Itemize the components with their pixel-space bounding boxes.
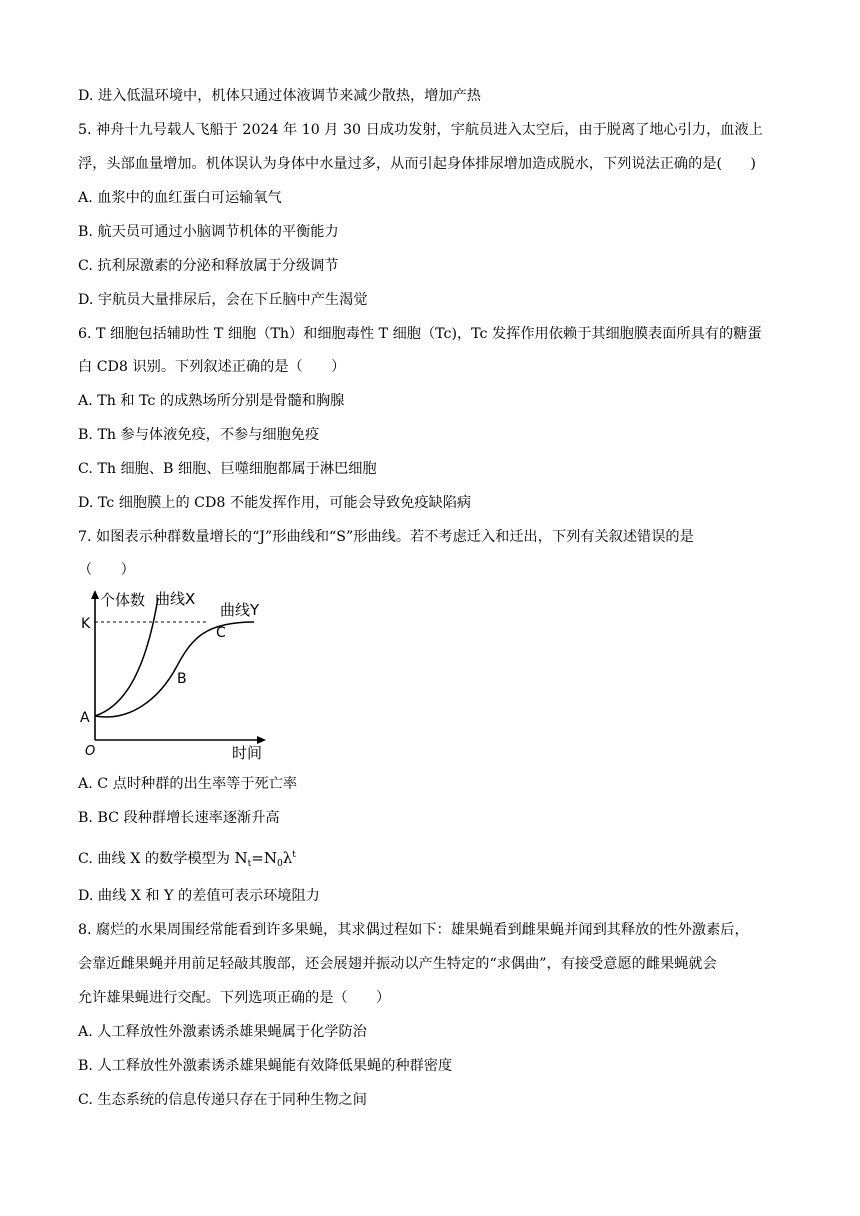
population-growth-figure bbox=[74, 588, 274, 760]
q6-option-b: B. Th 参与体液免疫，不参与细胞免疫 bbox=[78, 427, 320, 443]
q7-stem-line2: （ ） bbox=[78, 562, 135, 578]
q8-stem-line3: 允许雄果蝇进行交配。下列选项正确的是（ ） bbox=[78, 990, 391, 1006]
x-axis-label: 时间 bbox=[232, 744, 263, 760]
math-formula: $N_t=N_0\lambda^t$ bbox=[234, 849, 296, 869]
q7-option-d: D. 曲线 X 和 Y 的差值可表示环境阻力 bbox=[78, 888, 320, 904]
q8-stem-line1: 8. 腐烂的水果周围经常能看到许多果蝇，其求偶过程如下：雄果蝇看到雌果蝇并闻到其释放的性外激素后， bbox=[78, 922, 749, 938]
y-axis-label: 个体数 bbox=[100, 591, 146, 609]
curve-y bbox=[95, 622, 254, 717]
q5-option-c: C. 抗利尿激素的分泌和释放属于分级调节 bbox=[78, 258, 339, 274]
origin-label: O bbox=[85, 744, 96, 759]
q8-option-c: C. 生态系统的信息传递只存在于同种生物之间 bbox=[78, 1092, 367, 1108]
q7-option-b: B. BC 段种群增长速率逐渐升高 bbox=[78, 810, 280, 826]
q7-option-c bbox=[78, 846, 296, 873]
point-a-label: A bbox=[80, 710, 90, 726]
q6-stem-line2: 白 CD8 识别。下列叙述正确的是（ ） bbox=[78, 359, 346, 375]
q6-stem-line1: 6. T 细胞包括辅助性 T 细胞（Th）和细胞毒性 T 细胞（Tc)，Tc 发挥作用依赖于其细胞膜表面所具有的糖蛋 bbox=[78, 326, 762, 342]
q7-stem-line1: 7. 如图表示种群数量增长的“J”形曲线和“S”形曲线。若不考虑迁入和迁出，下列有关叙述错误的是 bbox=[78, 529, 694, 545]
y-axis-arrow bbox=[91, 590, 99, 599]
x-axis-arrow bbox=[257, 736, 266, 744]
q8-stem-line2: 会靠近雌果蝇并用前足轻敲其腹部，还会展翅并振动以产生特定的“求偶曲”，有接受意愿的雌果蝇就会 bbox=[78, 956, 717, 972]
q7-option-c-prefix: C. 曲线 X 的数学模型为 bbox=[78, 851, 235, 867]
q6-option-c: C. Th 细胞、B 细胞、巨噬细胞都属于淋巴细胞 bbox=[78, 461, 377, 477]
curve-y-label: 曲线Y bbox=[220, 601, 260, 619]
q8-option-a: A. 人工释放性外激素诱杀雄果蝇属于化学防治 bbox=[78, 1024, 367, 1040]
curve-x bbox=[95, 598, 158, 716]
q7-option-a: A. C 点时种群的出生率等于死亡率 bbox=[78, 776, 298, 792]
point-b-label: B bbox=[177, 671, 187, 687]
q4-option-d: D. 进入低温环境中，机体只通过体液调节来减少散热，增加产热 bbox=[78, 88, 481, 104]
q5-stem-line1: 5. 神舟十九号载人飞船于 2024 年 10 月 30 日成功发射，宇航员进入太空后，由于脱离了地心引力，血液上 bbox=[78, 122, 763, 138]
q5-option-d: D. 宇航员大量排尿后，会在下丘脑中产生渴觉 bbox=[78, 292, 368, 308]
q5-option-a: A. 血浆中的血红蛋白可运输氧气 bbox=[78, 190, 282, 206]
point-c-label: C bbox=[216, 625, 226, 641]
curve-x-label: 曲线X bbox=[155, 590, 196, 608]
q6-option-a: A. Th 和 Tc 的成熟场所分别是骨髓和胸腺 bbox=[78, 393, 345, 409]
q6-option-d: D. Tc 细胞膜上的 CD8 不能发挥作用，可能会导致免疫缺陷病 bbox=[78, 495, 472, 511]
k-label: K bbox=[81, 616, 91, 632]
q8-option-b: B. 人工释放性外激素诱杀雄果蝇能有效降低果蝇的种群密度 bbox=[78, 1058, 453, 1074]
q5-stem-line2: 浮，头部血量增加。机体误认为身体中水量过多，从而引起身体排尿增加造成脱水，下列说法正确的是( ) bbox=[78, 156, 756, 172]
q5-option-b: B. 航天员可通过小脑调节机体的平衡能力 bbox=[78, 224, 339, 240]
